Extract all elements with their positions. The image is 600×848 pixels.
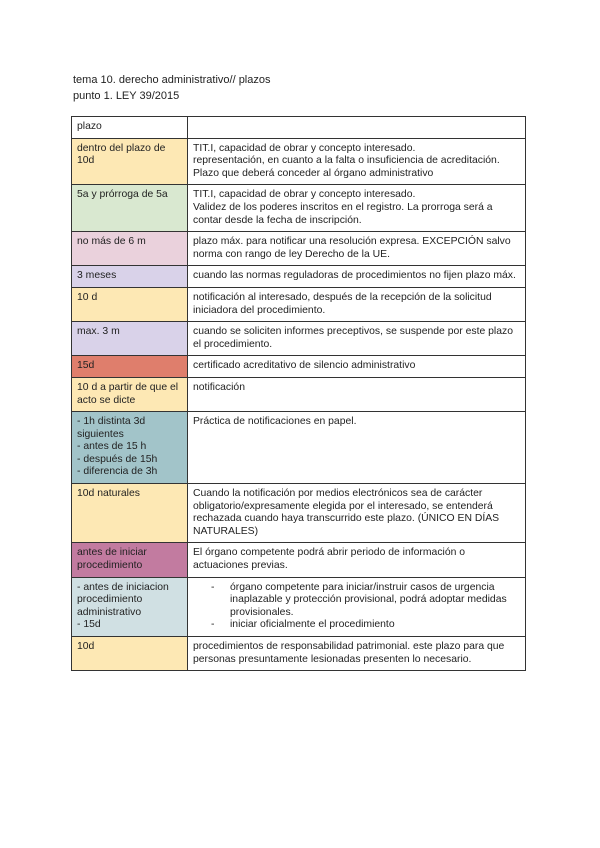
table-row (72, 287, 526, 321)
row-label-cell (72, 637, 188, 671)
cell-text: Validez de los poderes inscritos en el registro. La prorroga será a contar desde la fecha de inscripción. (193, 201, 493, 226)
row-label-cell (72, 322, 188, 356)
cell-text: 15d (77, 360, 95, 372)
row-label-cell (72, 577, 188, 636)
table-row (72, 322, 526, 356)
row-label-cell (72, 266, 188, 288)
list-item (193, 619, 521, 632)
table-row (72, 412, 526, 484)
cell-text: - 1h distinta 3d siguientes (77, 416, 146, 440)
cell-text: max. 3 m (77, 326, 120, 338)
table-row (72, 356, 526, 378)
plazos-table (71, 116, 526, 671)
row-description-cell (188, 484, 526, 543)
cell-text: órgano competente para iniciar/instruir casos de urgencia inaplazable y protección provisional, podrá adoptar medidas provisionales. (230, 581, 507, 618)
table-row (72, 185, 526, 232)
row-description-cell (188, 637, 526, 671)
row-label-cell (72, 356, 188, 378)
row-label-cell (72, 484, 188, 543)
cell-text: 10d naturales (77, 488, 140, 500)
row-label-cell (72, 543, 188, 577)
cell-text: 3 meses (77, 270, 117, 282)
cell-text: - después de 15h (77, 453, 158, 465)
cell-text: 10 d a partir de que el acto se dicte (77, 381, 179, 406)
row-label-cell (72, 185, 188, 232)
cell-text: 10d (77, 641, 95, 652)
header-title: tema 10. derecho administrativo// plazos (73, 74, 271, 86)
cell-text: El órgano competente podrá abrir periodo de información o actuaciones previas. (193, 547, 466, 572)
cell-text: certificado acreditativo de silencio administrativo (193, 360, 416, 372)
row-description-cell (188, 117, 526, 139)
cell-text: - antes de iniciacion procedimiento administrativo (77, 581, 169, 618)
cell-text: - 15d (77, 619, 101, 631)
row-label-cell (72, 412, 188, 484)
table-row (72, 577, 526, 636)
row-description-cell (188, 322, 526, 356)
table-row (72, 117, 526, 139)
cell-text: TIT.I, capacidad de obrar y concepto interesado. (193, 189, 416, 201)
document-header (73, 72, 271, 104)
cell-text: notificación (193, 381, 245, 393)
row-description-cell (188, 356, 526, 378)
row-label-cell (72, 232, 188, 266)
cell-text: Práctica de notificaciones en papel. (193, 416, 357, 428)
cell-text: 5a y prórroga de 5a (77, 189, 168, 201)
row-description-cell (188, 232, 526, 266)
table-row (72, 232, 526, 266)
table-row (72, 543, 526, 577)
cell-text: plazo máx. para notificar una resolución expresa. EXCEPCIÓN salvo norma con rango de ley Derecho de la UE. (193, 236, 511, 260)
cell-text: plazo (77, 121, 102, 132)
row-description-cell (188, 138, 526, 185)
table-row (72, 377, 526, 411)
cell-text: no más de 6 m (77, 236, 146, 248)
table-row (72, 637, 526, 671)
row-label-cell (72, 117, 188, 139)
cell-text: iniciar oficialmente el procedimiento (230, 619, 395, 631)
table-row (72, 484, 526, 543)
list-item (193, 582, 521, 620)
header-subtitle: punto 1. LEY 39/2015 (73, 90, 180, 102)
cell-text: - antes de 15 h (77, 441, 147, 453)
table-row (72, 138, 526, 185)
cell-text: cuando las normas reguladoras de procedimientos no fijen plazo máx. (193, 270, 516, 282)
cell-text: antes de iniciar procedimiento (77, 547, 147, 572)
bullet-dash: - (211, 581, 215, 593)
cell-text: Plazo que deberá conceder al órgano administrativo (193, 167, 434, 179)
row-label-cell (72, 377, 188, 411)
row-description-cell (188, 543, 526, 577)
row-description-cell (188, 287, 526, 321)
bullet-list (193, 582, 521, 632)
row-description-cell (188, 577, 526, 636)
cell-text: dentro del plazo de 10d (77, 142, 166, 167)
bullet-dash: - (211, 619, 215, 631)
cell-text: representación, en cuanto a la falta o insuficiencia de acreditación. (193, 155, 500, 167)
row-label-cell (72, 287, 188, 321)
cell-text: notificación al interesado, después de la recepción de la solicitud iniciadora del procedimiento. (193, 291, 492, 316)
row-description-cell (188, 266, 526, 288)
row-description-cell (188, 377, 526, 411)
cell-text: - diferencia de 3h (77, 466, 158, 478)
cell-text: 10 d (77, 291, 98, 303)
row-label-cell (72, 138, 188, 185)
cell-text: TIT.I, capacidad de obrar y concepto interesado. (193, 142, 416, 154)
cell-text: procedimientos de responsabilidad patrimonial. este plazo para que personas presuntamente lesionadas presenten lo necesario. (193, 641, 505, 665)
cell-text: Cuando la notificación por medios electrónicos sea de carácter obligatorio/expresamente elegida por el interesado, se entenderá rechazada cuando haya transcurrido este plazo. (ÚNICO EN DÍAS NATURALES) (193, 488, 500, 537)
table-row (72, 266, 526, 288)
row-description-cell (188, 412, 526, 484)
row-description-cell (188, 185, 526, 232)
cell-text: cuando se soliciten informes preceptivos, se suspende por este plazo el procedimiento. (193, 326, 513, 350)
